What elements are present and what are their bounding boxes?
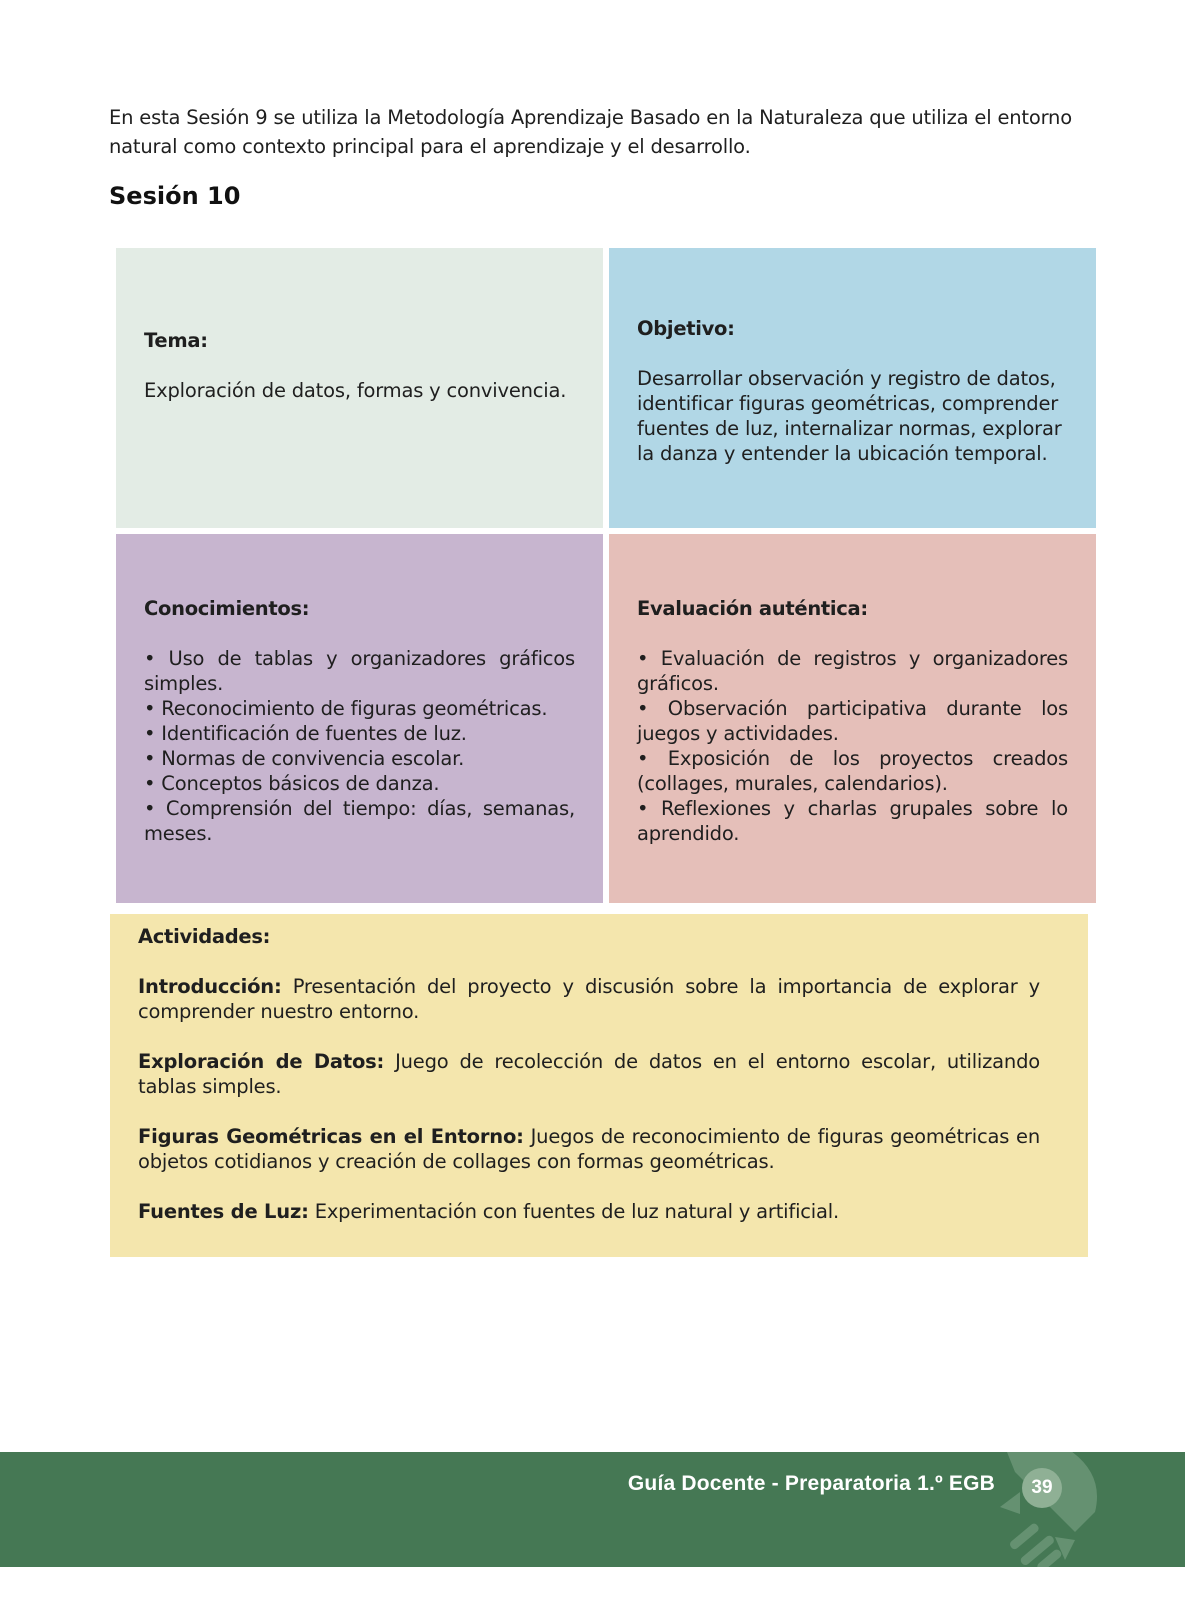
intro-paragraph: En esta Sesión 9 se utiliza la Metodología Aprendizaje Basado en la Naturaleza que utiliza el entorno natural como contexto principal para el aprendizaje y el desarrollo. <box>109 106 1072 158</box>
actividad-text: Experimentación con fuentes de luz natural y artificial. <box>308 1200 839 1223</box>
actividad-text: Juego de recolección de datos en el entorno escolar, utilizando tablas simples. <box>138 1050 1040 1098</box>
list-item: • Reconocimiento de figuras geométricas. <box>144 697 548 720</box>
actividad-label: Exploración de Datos: <box>138 1050 385 1073</box>
objetivo-text: Desarrollar observación y registro de datos, identificar figuras geométricas, comprender fuentes de luz, internalizar normas, explorar la danza y entender la ubicación temporal. <box>637 367 1062 465</box>
actividad-label: Fuentes de Luz: <box>138 1200 309 1223</box>
page-number: 39 <box>1022 1468 1062 1508</box>
list-item: • Uso de tablas y organizadores gráficos simples. <box>144 647 575 695</box>
tema-text: Exploración de datos, formas y convivencia. <box>144 379 567 402</box>
actividad-text: Presentación del proyecto y discusión sobre la importancia de explorar y comprender nuestro entorno. <box>138 975 1040 1023</box>
actividad-label: Figuras Geométricas en el Entorno: <box>138 1125 524 1148</box>
tema-cell <box>116 248 603 528</box>
list-item: • Identificación de fuentes de luz. <box>144 722 467 745</box>
objetivo-cell <box>609 248 1096 528</box>
evaluacion-cell <box>609 534 1096 903</box>
session-title: Sesión 10 <box>109 182 241 210</box>
actividad-exploracion-datos <box>138 1049 1040 1099</box>
list-item: • Reflexiones y charlas grupales sobre lo aprendido. <box>637 797 1068 845</box>
list-item: • Observación participativa durante los juegos y actividades. <box>637 697 1068 745</box>
actividades-box <box>110 914 1088 1257</box>
actividad-label: Introducción: <box>138 975 282 998</box>
rocket-icon <box>995 1452 1135 1567</box>
tema-heading: Tema: <box>144 329 208 352</box>
page-footer <box>0 1452 1185 1567</box>
evaluacion-list <box>637 646 1068 846</box>
conocimientos-heading: Conocimientos: <box>144 597 310 620</box>
list-item: • Conceptos básicos de danza. <box>144 772 440 795</box>
actividad-text: Juegos de reconocimiento de figuras geométricas en objetos cotidianos y creación de collages con formas geométricas. <box>138 1125 1040 1173</box>
evaluacion-heading: Evaluación auténtica: <box>637 597 868 620</box>
conocimientos-list <box>144 646 575 846</box>
conocimientos-cell <box>116 534 603 903</box>
list-item: • Comprensión del tiempo: días, semanas, meses. <box>144 797 575 845</box>
actividad-figuras-geometricas <box>138 1124 1040 1174</box>
actividad-introduccion <box>138 974 1040 1024</box>
list-item: • Normas de convivencia escolar. <box>144 747 465 770</box>
footer-title: Guía Docente - Preparatoria 1.º EGB <box>627 1472 995 1495</box>
list-item: • Exposición de los proyectos creados (collages, murales, calendarios). <box>637 747 1068 795</box>
actividades-heading: Actividades: <box>138 925 271 948</box>
objetivo-heading: Objetivo: <box>637 317 735 340</box>
actividad-fuentes-luz <box>138 1199 1040 1224</box>
list-item: • Evaluación de registros y organizadores gráficos. <box>637 647 1068 695</box>
